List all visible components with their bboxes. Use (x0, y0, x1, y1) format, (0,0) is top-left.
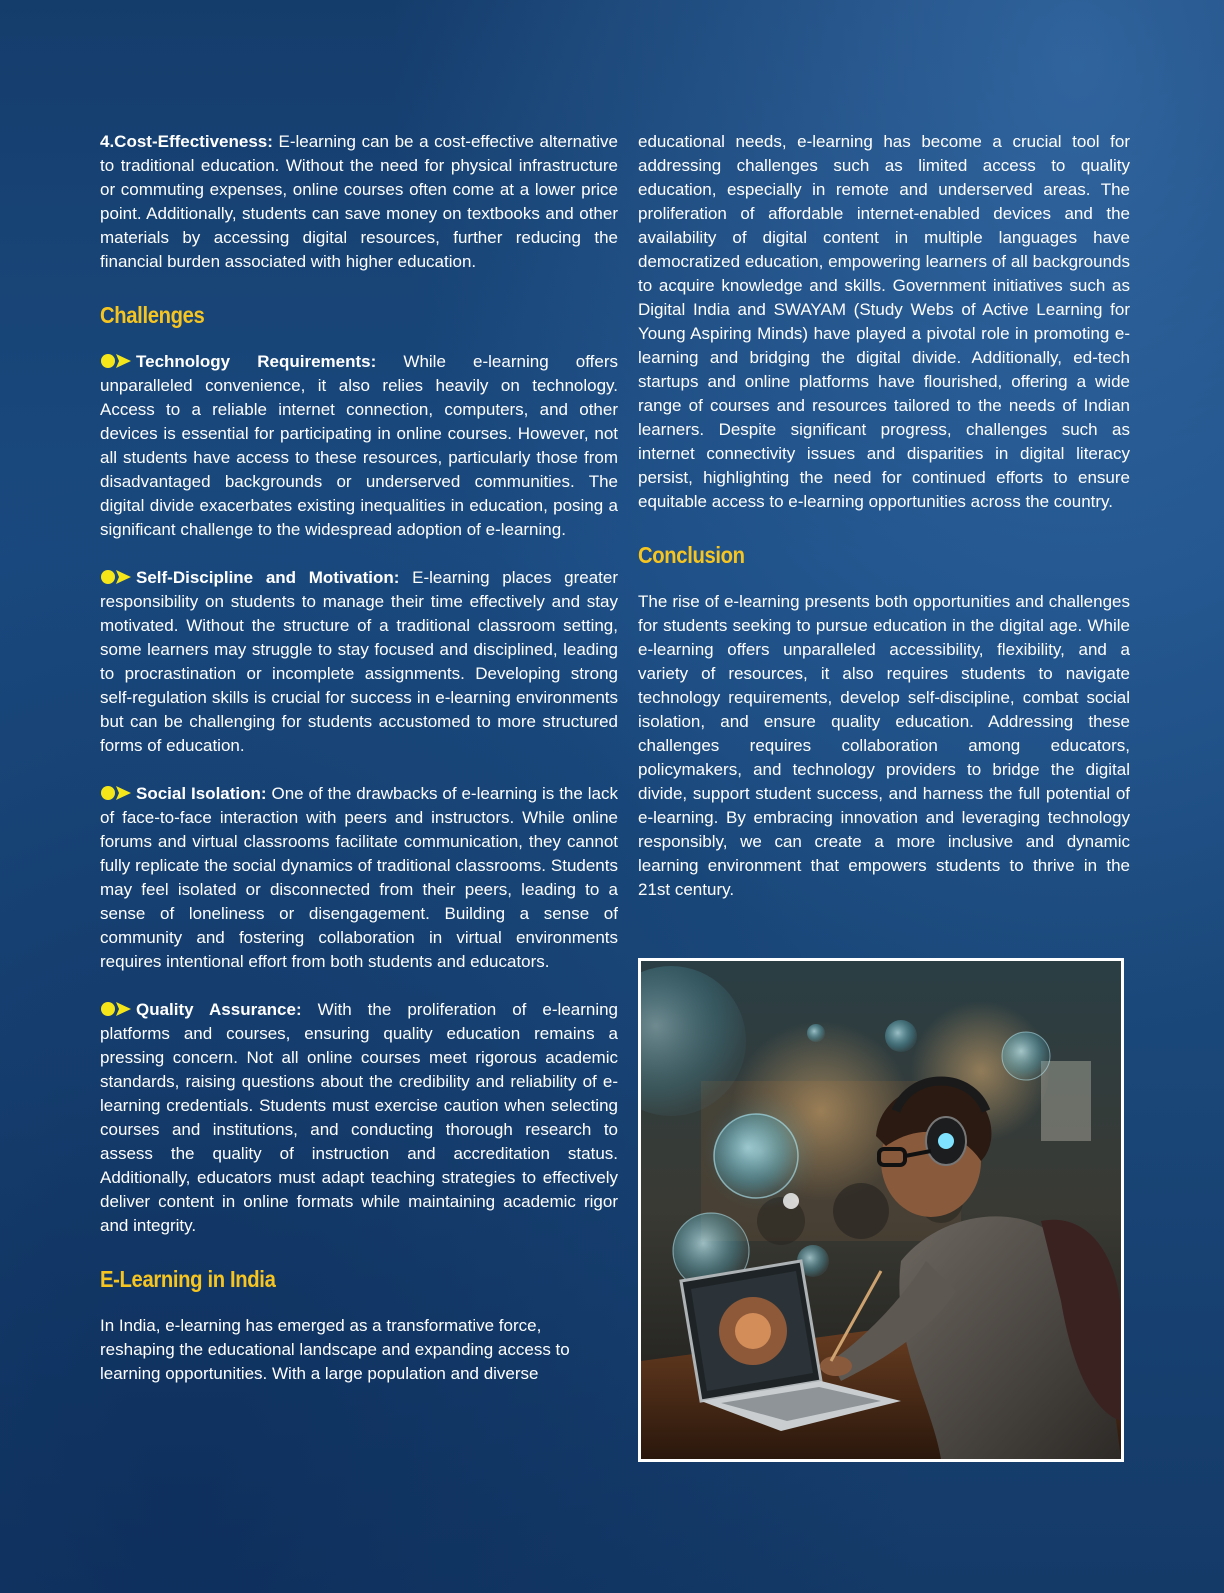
challenge-discipline-paragraph (100, 566, 618, 758)
challenge-text: With the proliferation of e-learning platforms and courses, ensuring quality education remains a pressing concern. Not all online courses meet rigorous academic standards, raising questions about the credibility and reliability of e-learning credentials. Students must exercise caution when selecting courses and institutions, and conducting thorough research to assess the quality of instruction and accreditation status. Additionally, educators must adapt teaching strategies to effectively deliver content in online formats while maintaining academic rigor and integrity. (100, 1000, 619, 1235)
india-continued-paragraph: educational needs, e-learning has become a crucial tool for addressing challenges such as limited access to quality education, especially in remote and underserved areas. The proliferation of affordable internet-enabled devices and the availability of digital content in multiple languages have democratized education, empowering learners of all backgrounds to acquire knowledge and skills. Government initiatives such as Digital India and SWAYAM (Study Webs of Active Learning for Young Aspiring Minds) have played a pivotal role in promoting e-learning and bridging the digital divide. Additionally, ed-tech startups and online platforms have flourished, offering a wide range of courses and resources tailored to the needs of Indian learners. Despite significant progress, challenges such as internet connectivity issues and disparities in digital literacy persist, highlighting the need for continued efforts to ensure equitable access to e-learning opportunities across the country. (638, 132, 1130, 511)
student-photo (638, 958, 1124, 1462)
bullet-icon (100, 353, 132, 369)
challenge-label: Social Isolation: (136, 784, 267, 803)
challenge-text: E-learning places greater responsibility on students to manage their time effectively and stay motivated. Without the structure of a traditional classroom setting, some learners may struggle to stay focused and disciplined, leading to procrastination or incomplete assignments. Developing strong self-regulation skills is crucial for success in e-learning environments but can be challenging for students accustomed to more structured forms of education. (100, 568, 618, 755)
bullet-icon (100, 1001, 132, 1017)
cost-effectiveness-label: 4.Cost-Effectiveness: (100, 132, 273, 151)
challenge-label: Quality Assurance: (136, 1000, 302, 1019)
india-paragraph: In India, e-learning has emerged as a transformative force, reshaping the educational landscape and expanding access to learning opportunities. With a large population and diverse (100, 1316, 570, 1383)
conclusion-paragraph: The rise of e-learning presents both opportunities and challenges for students seeking to pursue education in the digital age. While e-learning offers unparalleled accessibility, flexibility, and a variety of resources, it also requires students to navigate technology requirements, develop self-discipline, combat social isolation, and ensure quality education. Addressing these challenges requires collaboration among educators, policymakers, and technology providers to bridge the digital divide, support student success, and harness the full potential of e-learning. By embracing innovation and leveraging technology responsibly, we can create a more inclusive and dynamic learning environment that empowers students to thrive in the 21st century. (638, 592, 1130, 899)
challenge-label: Self-Discipline and Motivation: (136, 568, 400, 587)
bullet-icon (100, 785, 132, 801)
challenge-text: One of the drawbacks of e-learning is the lack of face-to-face interaction with peers and instructors. While online forums and virtual classrooms facilitate communication, they cannot fully replicate the social dynamics of traditional classrooms. Students may feel isolated or disconnected from their peers, leading to a sense of loneliness or disengagement. Building a sense of community and fostering collaboration in virtual environments requires intentional effort from both students and educators. (100, 784, 618, 971)
right-column (638, 130, 1130, 902)
india-heading: E-Learning in India (100, 1266, 276, 1292)
cost-effectiveness-text: E-learning can be a cost-effective alternative to traditional education. Without the need for physical infrastructure or commuting expenses, online courses often come at a lower price point. Additionally, students can save money on textbooks and other materials by accessing digital resources, further reducing the financial burden associated with higher education. (100, 132, 618, 271)
challenge-text: While e-learning offers unparalleled convenience, it also relies heavily on technology. Access to a reliable internet connection, computers, and other devices is essential for participating in online courses. However, not all students have access to these resources, particularly those from disadvantaged backgrounds or underserved communities. The digital divide exacerbates existing inequalities in education, posing a significant challenge to the widespread adoption of e-learning. (100, 352, 618, 539)
challenge-label: Technology Requirements: (136, 352, 377, 371)
cost-effectiveness-paragraph (100, 130, 618, 274)
challenge-technology-paragraph (100, 350, 618, 542)
challenge-quality-paragraph (100, 998, 618, 1238)
bullet-icon (100, 569, 132, 585)
left-column (100, 130, 618, 1386)
challenge-isolation-paragraph (100, 782, 618, 974)
student-with-laptop-illustration (641, 961, 1121, 1459)
challenges-heading: Challenges (100, 302, 205, 328)
conclusion-heading: Conclusion (638, 542, 745, 568)
